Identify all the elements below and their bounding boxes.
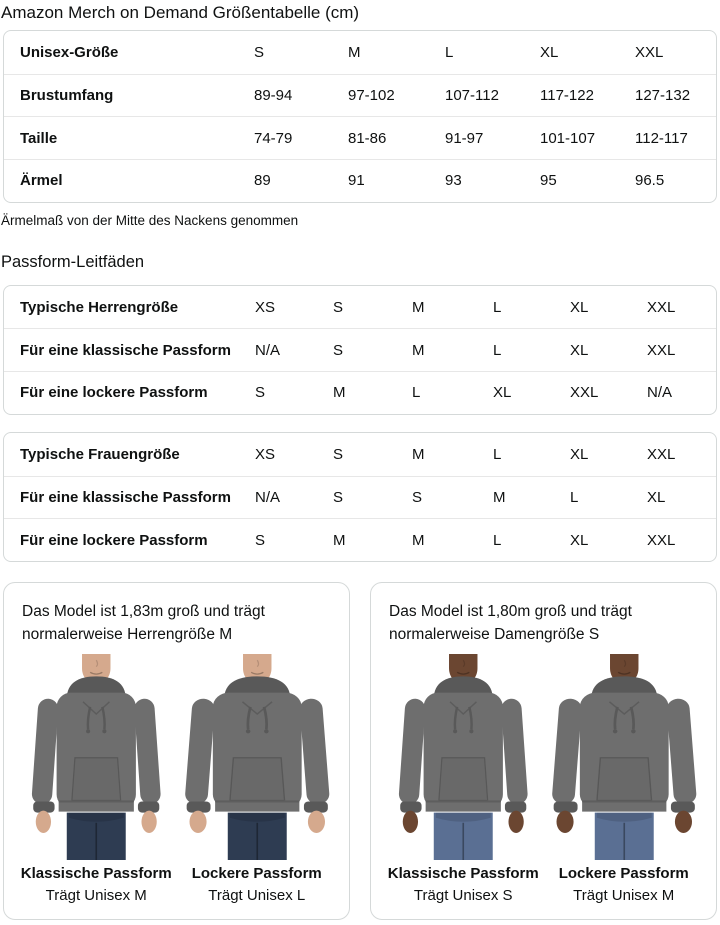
page-title: Amazon Merch on Demand Größentabelle (cm) (1, 3, 360, 22)
classic-fit-photo-column (20, 652, 173, 905)
table-row (4, 328, 716, 371)
fit-cell: M (333, 531, 346, 549)
measure-cell: 74-79 (254, 129, 293, 147)
table-row (4, 286, 716, 329)
row-label: Typische Herrengröße (20, 298, 179, 316)
model-description: Das Model ist 1,83m groß und trägt normalerweise Herrengröße M (22, 602, 265, 643)
photo-row (20, 652, 333, 905)
fit-cell: XL (570, 341, 589, 359)
fit-cell: N/A (647, 384, 673, 402)
row-label: Für eine klassische Passform (20, 341, 231, 359)
photo-row (387, 652, 700, 905)
loose-fit-photo-column (548, 652, 701, 905)
men-fit-table (3, 285, 717, 415)
fit-cell: XL (570, 531, 589, 549)
classic-fit-photo-column (387, 652, 540, 905)
fit-cell: M (493, 488, 506, 506)
fit-cell: M (412, 341, 425, 359)
fit-cell: XL (570, 445, 589, 463)
fit-label: Lockere Passform (558, 865, 689, 883)
fit-cell: L (493, 341, 502, 359)
table-row (4, 476, 716, 519)
female-classic-fit-photo (387, 652, 540, 860)
male-loose-fit-photo (181, 652, 334, 860)
fit-cell: S (412, 488, 423, 506)
model-description: Das Model ist 1,80m groß und trägt normalerweise Damengröße S (389, 602, 632, 643)
fit-cell: XS (255, 445, 276, 463)
row-label: Für eine lockere Passform (20, 384, 208, 402)
loose-fit-photo-column (181, 652, 334, 905)
fit-cell: S (333, 488, 344, 506)
size-worn-label: Trägt Unisex M (573, 887, 675, 905)
fit-cell: XL (493, 384, 512, 402)
fit-label: Klassische Passform (387, 865, 539, 883)
male-classic-fit-photo (20, 652, 173, 860)
fit-cell: S (333, 341, 344, 359)
measurement-table (3, 30, 717, 203)
measure-cell: 107-112 (445, 87, 499, 105)
fit-cell: XXL (647, 531, 676, 549)
table-row (4, 371, 716, 414)
fit-cell: L (493, 298, 502, 316)
fit-cell: M (412, 445, 425, 463)
measure-cell: 95 (540, 172, 557, 190)
measure-cell: 91-97 (445, 129, 484, 147)
fit-cell: XXL (570, 384, 599, 402)
fit-cell: S (255, 531, 266, 549)
fit-cell: XS (255, 298, 276, 316)
fit-cell: N/A (255, 341, 281, 359)
size-cell: S (254, 43, 265, 61)
fit-cell: L (493, 531, 502, 549)
sleeve-footnote: Ärmelmaß von der Mitte des Nackens genommen (1, 212, 299, 228)
row-label: Unisex-Größe (20, 43, 119, 61)
measure-cell: 96.5 (635, 172, 665, 190)
fit-label: Lockere Passform (191, 865, 322, 883)
measure-cell: 101-107 (540, 129, 596, 147)
women-fit-table (3, 432, 717, 562)
fit-cell: N/A (255, 488, 281, 506)
table-row (4, 518, 716, 561)
measure-cell: 117-122 (540, 87, 594, 105)
table-row (4, 74, 716, 117)
table-row (4, 159, 716, 202)
size-cell: XL (540, 43, 559, 61)
fit-cell: S (333, 298, 344, 316)
fit-cell: L (412, 384, 421, 402)
size-cell: L (445, 43, 454, 61)
size-worn-label: Trägt Unisex M (45, 887, 147, 905)
fit-guides-heading: Passform-Leitfäden (1, 252, 145, 271)
model-cards (3, 582, 717, 920)
row-label: Typische Frauengröße (20, 445, 180, 463)
fit-label: Klassische Passform (20, 865, 172, 883)
fit-cell: S (255, 384, 266, 402)
fit-cell: XXL (647, 298, 676, 316)
table-row (4, 116, 716, 159)
measure-cell: 89-94 (254, 87, 293, 105)
measure-cell: 91 (348, 172, 365, 190)
fit-cell: XL (647, 488, 666, 506)
row-label: Für eine lockere Passform (20, 531, 208, 549)
table-row (4, 433, 716, 476)
row-label: Taille (20, 129, 58, 147)
measure-cell: 93 (445, 172, 462, 190)
female-loose-fit-photo (548, 652, 701, 860)
measure-cell: 81-86 (348, 129, 387, 147)
row-label: Brustumfang (20, 87, 114, 105)
size-cell: XXL (635, 43, 664, 61)
size-worn-label: Trägt Unisex L (208, 887, 306, 905)
measure-cell: 127-132 (635, 87, 691, 105)
male-model-card (3, 582, 350, 920)
row-label: Für eine klassische Passform (20, 488, 231, 506)
fit-cell: M (412, 298, 425, 316)
fit-cell: XXL (647, 445, 676, 463)
measure-cell: 112-117 (635, 129, 688, 147)
fit-cell: S (333, 445, 344, 463)
fit-cell: XXL (647, 341, 676, 359)
size-cell: M (348, 43, 361, 61)
fit-cell: XL (570, 298, 589, 316)
fit-cell: L (493, 445, 502, 463)
measure-cell: 97-102 (348, 87, 395, 105)
fit-cell: M (412, 531, 425, 549)
size-worn-label: Trägt Unisex S (413, 887, 513, 905)
fit-cell: L (570, 488, 579, 506)
measure-cell: 89 (254, 172, 271, 190)
table-row (4, 31, 716, 74)
female-model-card (370, 582, 717, 920)
row-label: Ärmel (20, 172, 63, 190)
fit-cell: M (333, 384, 346, 402)
